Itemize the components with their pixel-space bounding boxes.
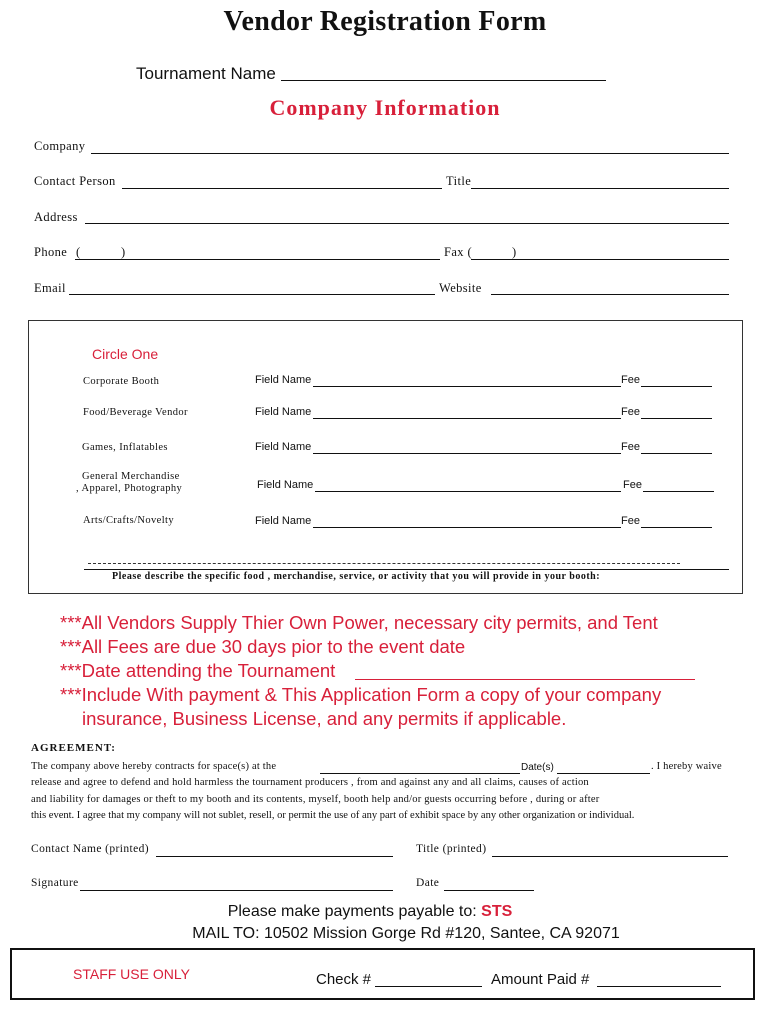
fee-input[interactable] [643,491,714,492]
email-field[interactable] [69,294,435,295]
website-label: Website [439,281,482,295]
company-label: Company [34,139,86,153]
amount-paid-field[interactable] [597,986,721,987]
phone-label: Phone [34,245,68,259]
agreement-line2: release and agree to defend and hold harmless the tournament producers , from and against any and all claims, causes of action [31,777,589,788]
field-name-input[interactable] [313,527,621,528]
signature-field[interactable] [80,890,393,891]
agreement-waive: . I hereby waive [651,761,722,772]
agreement-line3: and liability for damages or theft to my booth and its contents, myself, booth help and/or guests occurring before , during or after [31,794,600,805]
field-name-input[interactable] [315,491,621,492]
category-general-merchandise[interactable]: General Merchandise [82,471,180,482]
signature-label: Signature [31,877,79,889]
category-food-beverage[interactable]: Food/Beverage Vendor [83,407,188,418]
payable-line [0,903,740,921]
agreement-dates-label: Date(s) [521,762,554,773]
field-name-label: Field Name [255,374,312,386]
field-name-label: Field Name [257,479,314,491]
agreement-line4: this event. I agree that my company will not sublet, resell, or permit the use of any part of exhibit space by any other organization or individual. [31,810,635,821]
category-general-merchandise-line2[interactable]: , Apparel, Photography [76,483,183,494]
date-label: Date [416,877,440,889]
fee-label: Fee [621,441,640,453]
agreement-heading: AGREEMENT: [31,742,116,754]
date-field[interactable] [444,890,534,891]
check-number-label: Check # [316,971,372,988]
fee-input[interactable] [641,527,712,528]
title-label: Title [446,174,472,188]
tournament-name-field[interactable] [281,80,606,81]
tournament-name-label: Tournament Name [136,64,276,83]
contact-person-field[interactable] [122,188,442,189]
staff-use-label: STAFF USE ONLY [73,966,190,982]
fax-close-paren: ) [512,245,517,259]
field-name-label: Field Name [255,441,312,453]
describe-booth-field[interactable] [88,563,680,564]
phone-open-paren: ( [76,245,81,259]
fee-label: Fee [621,515,640,527]
agreement-line1: The company above hereby contracts for space(s) at the [31,761,277,772]
notice-power: ***All Vendors Supply Thier Own Power, necessary city permits, and Tent [60,612,658,633]
check-number-field[interactable] [375,986,482,987]
field-name-input[interactable] [313,418,621,419]
fee-label: Fee [621,406,640,418]
field-name-label: Field Name [255,406,312,418]
agreement-space-field[interactable] [320,773,520,774]
fax-field[interactable] [471,259,729,260]
title-printed-label: Title (printed) [416,843,487,855]
company-section-title: Company Information [269,95,501,120]
category-arts-crafts[interactable]: Arts/Crafts/Novelty [83,515,175,526]
contact-person-label: Contact Person [34,174,116,188]
notice-include: ***Include With payment & This Application Form a copy of your company [60,684,662,705]
date-attending-field[interactable] [355,679,695,680]
payable-text: Please make payments payable to: [227,903,482,920]
field-name-input[interactable] [313,386,621,387]
describe-booth-label: Please describe the specific food , merchandise, service, or activity that you will provide in your booth: [112,571,601,582]
fee-label: Fee [621,374,640,386]
category-corporate-booth[interactable]: Corporate Booth [83,376,160,387]
website-field[interactable] [491,294,729,295]
payable-to-name: STS [481,903,513,920]
page-title: Vendor Registration Form [223,6,547,37]
amount-paid-label: Amount Paid # [491,971,590,988]
phone-close-paren: ) [121,245,126,259]
notice-fees: ***All Fees are due 30 days pior to the event date [60,636,466,657]
title-field[interactable] [471,188,729,189]
title-printed-field[interactable] [492,856,728,857]
address-field[interactable] [85,223,729,224]
circle-one-label: Circle One [92,346,159,362]
describe-divider [84,569,729,570]
email-label: Email [34,281,66,295]
address-label: Address [34,210,78,224]
contact-printed-label: Contact Name (printed) [31,843,150,855]
field-name-input[interactable] [313,453,621,454]
notice-include-cont: insurance, Business License, and any permits if applicable. [82,708,567,729]
mail-to-address: MAIL TO: 10502 Mission Gorge Rd #120, Santee, CA 92071 [192,925,620,942]
contact-printed-field[interactable] [156,856,393,857]
fax-label: Fax ( [444,245,473,259]
company-field[interactable] [91,153,729,154]
fee-input[interactable] [641,386,712,387]
fee-input[interactable] [641,453,712,454]
category-games-inflatables[interactable]: Games, Inflatables [82,442,168,453]
fee-input[interactable] [641,418,712,419]
notice-date-attending: ***Date attending the Tournament [60,660,336,681]
phone-field[interactable] [75,259,440,260]
field-name-label: Field Name [255,515,312,527]
agreement-dates-field[interactable] [557,773,650,774]
fee-label: Fee [623,479,642,491]
